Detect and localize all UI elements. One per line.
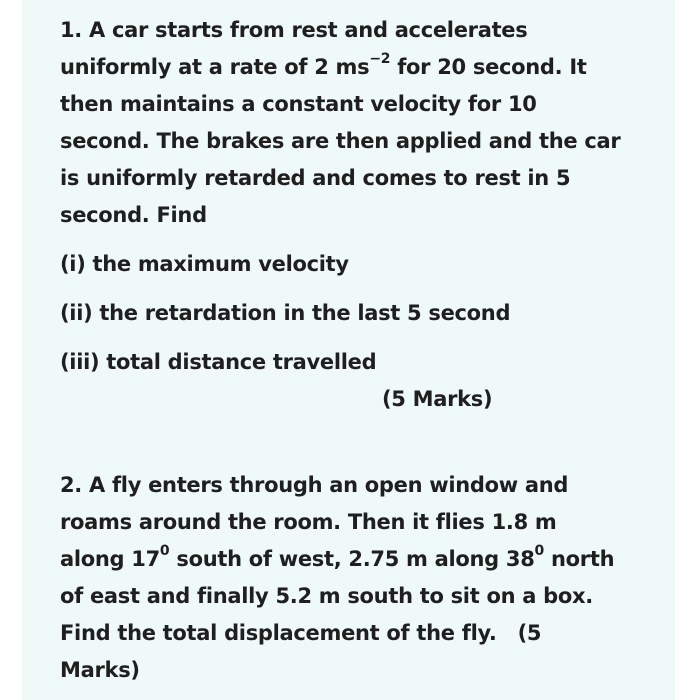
question-2	[60, 467, 614, 689]
q1-line-5: is uniformly retarded and comes to rest in 5	[60, 166, 571, 190]
q2-line-6: Marks)	[60, 658, 140, 682]
q2-line-4: of east and finally 5.2 m south to sit on a box.	[60, 584, 593, 608]
q1-line-3: then maintains a constant velocity for 10	[60, 92, 537, 116]
q1-line-1: 1. A car starts from rest and accelerates	[60, 18, 528, 42]
q2-line-1: 2. A fly enters through an open window and	[60, 473, 569, 497]
q1-part-i: (i) the maximum velocity	[60, 252, 349, 276]
question-card	[22, 0, 675, 700]
q1-line-2: uniformly at a rate of 2 $ms^{-2}$ for 20 second. It	[60, 51, 587, 79]
q2-line-2: roams around the room. Then it flies 1.8 m	[60, 510, 557, 534]
q1-part-iii: (iii) total distance travelled	[60, 350, 377, 374]
q1-marks: (5 Marks)	[382, 387, 493, 411]
q2-line-3: along $17^0$ south of west, 2.75 m along $38^0$ north	[60, 543, 615, 571]
q2-line-5: Find the total displacement of the fly. (5	[60, 621, 542, 645]
q1-part-ii: (ii) the retardation in the last 5 second	[60, 301, 511, 325]
q1-line-4: second. The brakes are then applied and the car	[60, 129, 621, 153]
question-1	[60, 12, 620, 418]
q1-line-6: second. Find	[60, 203, 207, 227]
